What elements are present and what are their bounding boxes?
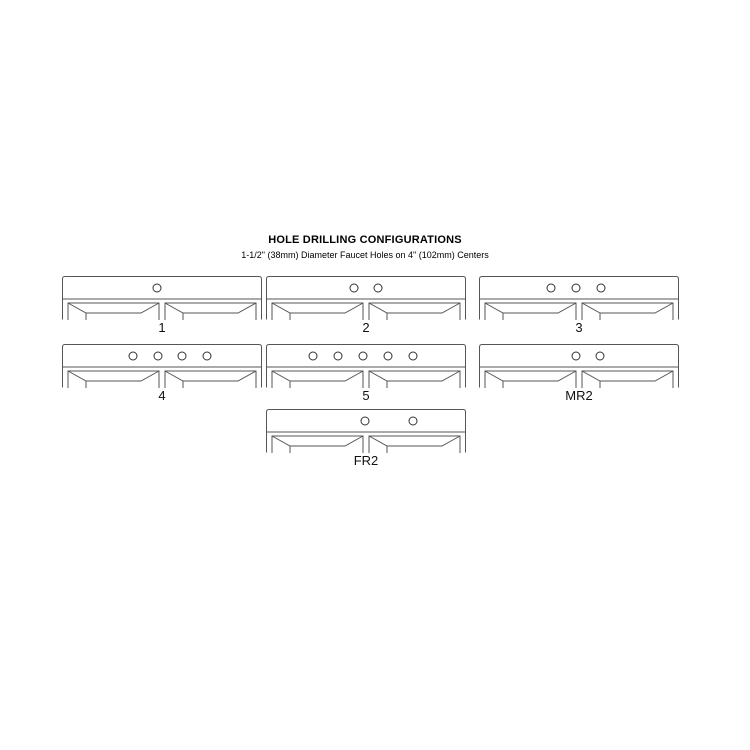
configuration-label: 2: [362, 320, 370, 335]
configuration-2: [266, 276, 466, 338]
bowl-2-frame: [165, 371, 256, 388]
bowl-2-basin: [165, 371, 256, 381]
configuration-label: 4: [158, 388, 166, 403]
faucet-hole-1: [153, 284, 161, 292]
bowl-2-frame: [165, 303, 256, 320]
bowl-2-basin: [582, 303, 673, 313]
configuration-fr2: [266, 409, 466, 471]
faucet-hole-1: [547, 284, 555, 292]
vanity-top-diagram: [479, 276, 679, 320]
configuration-mr2: [479, 344, 679, 406]
bowl-1-basin: [485, 371, 576, 381]
bowl-1-frame: [485, 303, 576, 320]
bowl-1-frame: [272, 436, 363, 453]
bowl-1-basin: [68, 303, 159, 313]
faucet-hole-5: [409, 352, 417, 360]
faucet-hole-2: [596, 352, 604, 360]
bowl-2-basin: [369, 436, 460, 446]
bowl-1-frame: [68, 303, 159, 320]
configuration-5: [266, 344, 466, 406]
bowl-2-frame: [369, 436, 460, 453]
bowl-1-basin: [272, 371, 363, 381]
bowl-2-frame: [369, 371, 460, 388]
faucet-hole-4: [384, 352, 392, 360]
bowl-1-basin: [485, 303, 576, 313]
bowl-1-frame: [68, 371, 159, 388]
faucet-hole-3: [178, 352, 186, 360]
bowl-1-basin: [272, 436, 363, 446]
bowl-2-frame: [582, 303, 673, 320]
configuration-label: FR2: [353, 453, 379, 468]
configuration-4: [62, 344, 262, 406]
vanity-top-diagram: [266, 344, 466, 388]
bowl-2-basin: [582, 371, 673, 381]
vanity-top-diagram: [479, 344, 679, 388]
configuration-label: 3: [575, 320, 583, 335]
configuration-label: 1: [158, 320, 166, 335]
vanity-top-diagram: [62, 344, 262, 388]
bowl-1-basin: [68, 371, 159, 381]
bowl-1-frame: [272, 371, 363, 388]
faucet-hole-3: [597, 284, 605, 292]
bowl-2-frame: [369, 303, 460, 320]
faucet-hole-1: [309, 352, 317, 360]
configuration-label: 5: [362, 388, 370, 403]
vanity-top-diagram: [266, 409, 466, 453]
configuration-3: [479, 276, 679, 338]
faucet-hole-2: [409, 417, 417, 425]
faucet-hole-1: [350, 284, 358, 292]
bowl-2-basin: [369, 303, 460, 313]
bowl-2-basin: [165, 303, 256, 313]
faucet-hole-3: [359, 352, 367, 360]
vanity-top-diagram: [62, 276, 262, 320]
bowl-1-frame: [485, 371, 576, 388]
configuration-label: MR2: [565, 388, 593, 403]
bowl-1-basin: [272, 303, 363, 313]
faucet-hole-1: [361, 417, 369, 425]
faucet-hole-2: [572, 284, 580, 292]
faucet-hole-4: [203, 352, 211, 360]
faucet-hole-2: [374, 284, 382, 292]
faucet-hole-2: [154, 352, 162, 360]
vanity-top-diagram: [266, 276, 466, 320]
bowl-1-frame: [272, 303, 363, 320]
page-subtitle: 1-1/2" (38mm) Diameter Faucet Holes on 4" (102mm) Centers: [241, 250, 489, 260]
faucet-hole-1: [129, 352, 137, 360]
configuration-1: [62, 276, 262, 338]
faucet-hole-2: [334, 352, 342, 360]
bowl-2-basin: [369, 371, 460, 381]
page-title: HOLE DRILLING CONFIGURATIONS: [268, 234, 462, 246]
bowl-2-frame: [582, 371, 673, 388]
faucet-hole-1: [572, 352, 580, 360]
